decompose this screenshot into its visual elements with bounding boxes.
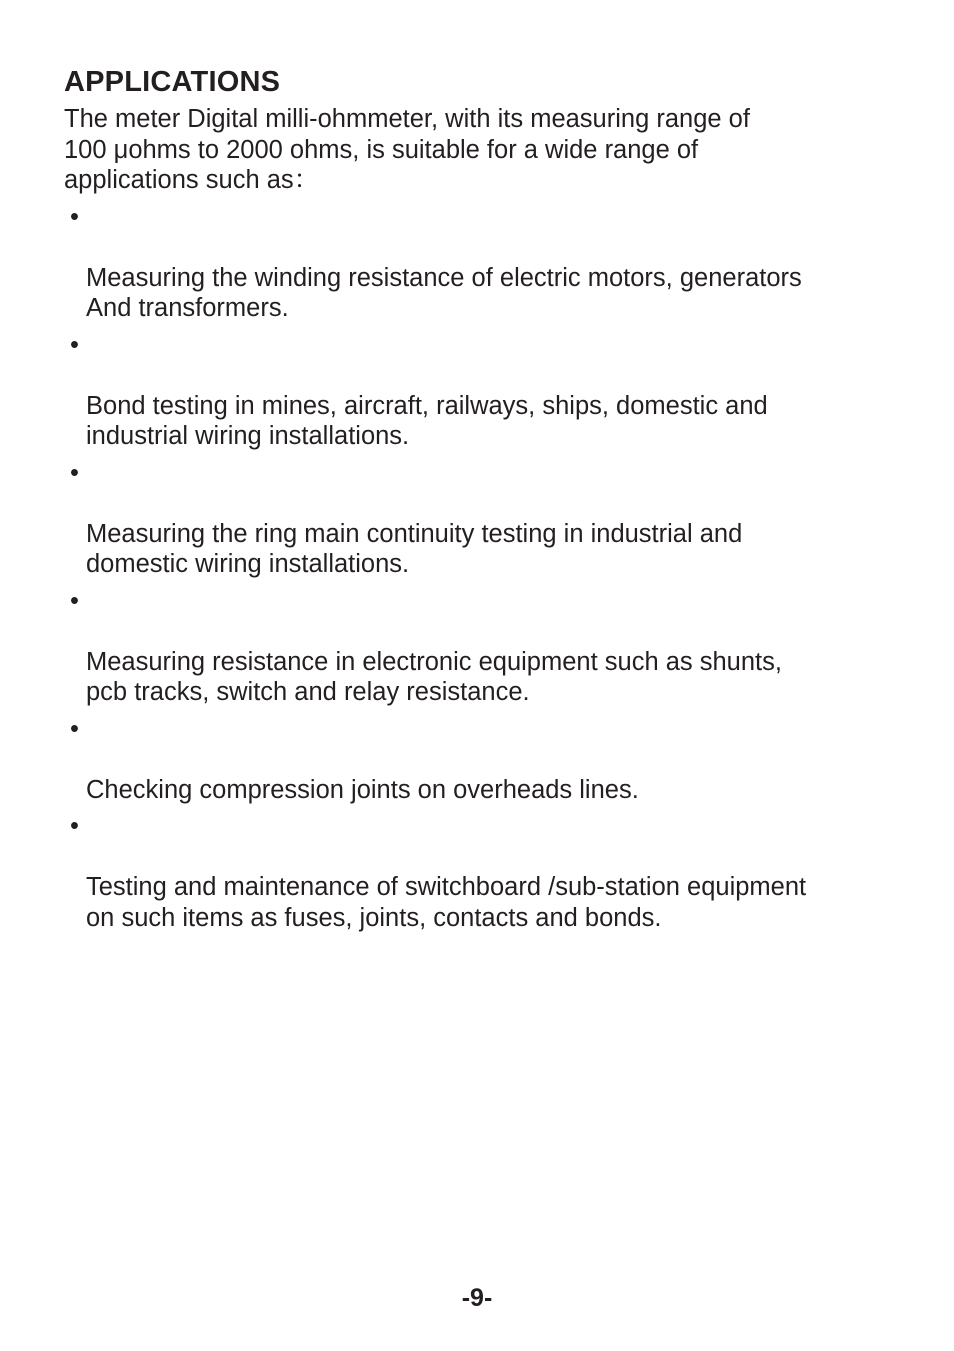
bullet-icon: •: [70, 202, 79, 231]
list-item-text: Checking compression joints on overheads lines.: [86, 775, 639, 804]
applications-section: [64, 62, 894, 939]
list-item: [64, 714, 894, 806]
list-item-text: Measuring the ring main continuity testing in industrial and domestic wiring installations.: [86, 519, 743, 578]
page-number: -9-: [461, 1284, 493, 1312]
bullet-icon: •: [70, 812, 79, 840]
bullet-icon: •: [70, 330, 79, 359]
bullet-icon: •: [70, 458, 79, 487]
list-item: [64, 458, 894, 580]
list-item-text: Testing and maintenance of switchboard /sub-station equipment on such items as fuses, joints, contacts and bonds.: [86, 873, 807, 932]
list-item-text: Bond testing in mines, aircraft, railways, ships, domestic and industrial wiring installations.: [86, 391, 768, 450]
list-item-text: Measuring the winding resistance of electric motors, generators And transformers.: [86, 263, 802, 322]
list-item-text: Measuring resistance in electronic equipment such as shunts, pcb tracks, switch and relay resistance.: [86, 647, 782, 706]
section-heading: APPLICATIONS: [64, 66, 281, 98]
bullet-icon: •: [70, 586, 79, 615]
intro-paragraph: The meter Digital milli-ohmmeter, with its measuring range of 100 μohms to 2000 ohms, is suitable for a wide range of applications such as：: [64, 105, 750, 194]
list-item: [64, 586, 894, 708]
list-item: [64, 202, 894, 324]
applications-list: [64, 202, 894, 934]
list-item: [64, 330, 894, 452]
bullet-icon: •: [70, 714, 79, 743]
list-item: [64, 811, 894, 933]
